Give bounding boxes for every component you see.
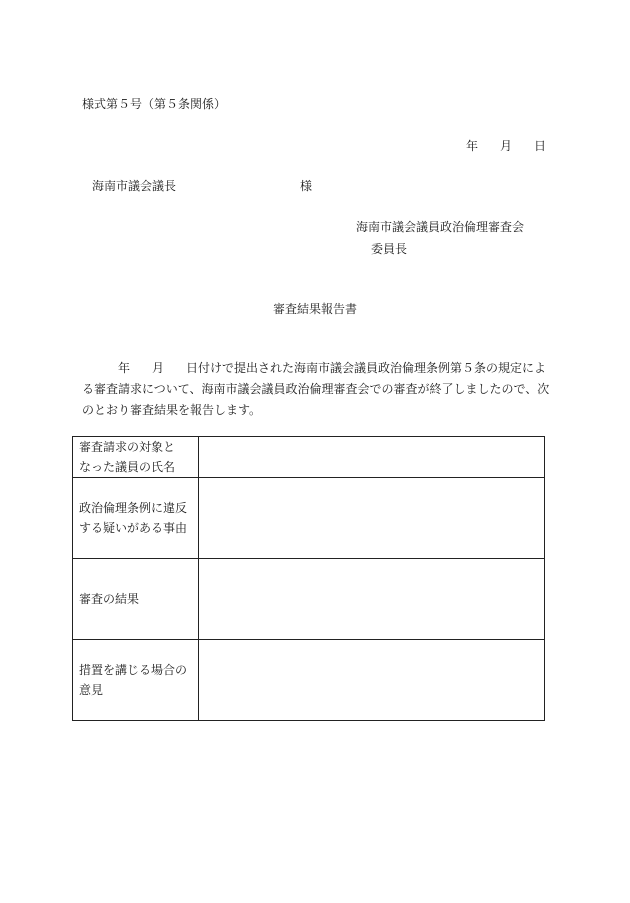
row-label-measure-opinion: 措置を講じる場合の 意見 [73,640,199,721]
sender-organization: 海南市議会議員政治倫理審査会 [356,220,525,234]
addressee-honorific: 様 [300,179,313,193]
body-year: 年 [118,361,131,375]
body-text: 日付けで提出された海南市議会議員政治倫理条例第５条の規定による審査請求について、海南市議会議員政治倫理審査会での審査が終了しましたので、次のとおり審査結果を報告します。 [82,361,550,417]
table-row [73,478,545,559]
body-month: 月 [152,361,165,375]
table-row [73,437,545,478]
row-value-measure-opinion[interactable] [199,640,545,721]
body-paragraph [82,358,552,421]
row-label-violation-reason: 政治倫理条例に違反 する疑いがある事由 [73,478,199,559]
table-row [73,640,545,721]
row-value-review-result[interactable] [199,559,545,640]
date-day: 日 [534,139,547,153]
table-row [73,559,545,640]
date-line [466,137,546,154]
row-value-violation-reason[interactable] [199,478,545,559]
sender-role: 委員長 [371,242,408,256]
form-number: 様式第５号（第５条関係） [82,97,227,111]
result-table [72,436,545,721]
row-label-target-member: 審査請求の対象と なった議員の氏名 [73,437,199,478]
date-year: 年 [466,139,479,153]
addressee-name: 海南市議会議長 [92,179,177,193]
document-title: 審査結果報告書 [272,302,357,316]
row-value-target-member[interactable] [199,437,545,478]
date-month: 月 [500,139,513,153]
row-label-review-result: 審査の結果 [73,559,199,640]
